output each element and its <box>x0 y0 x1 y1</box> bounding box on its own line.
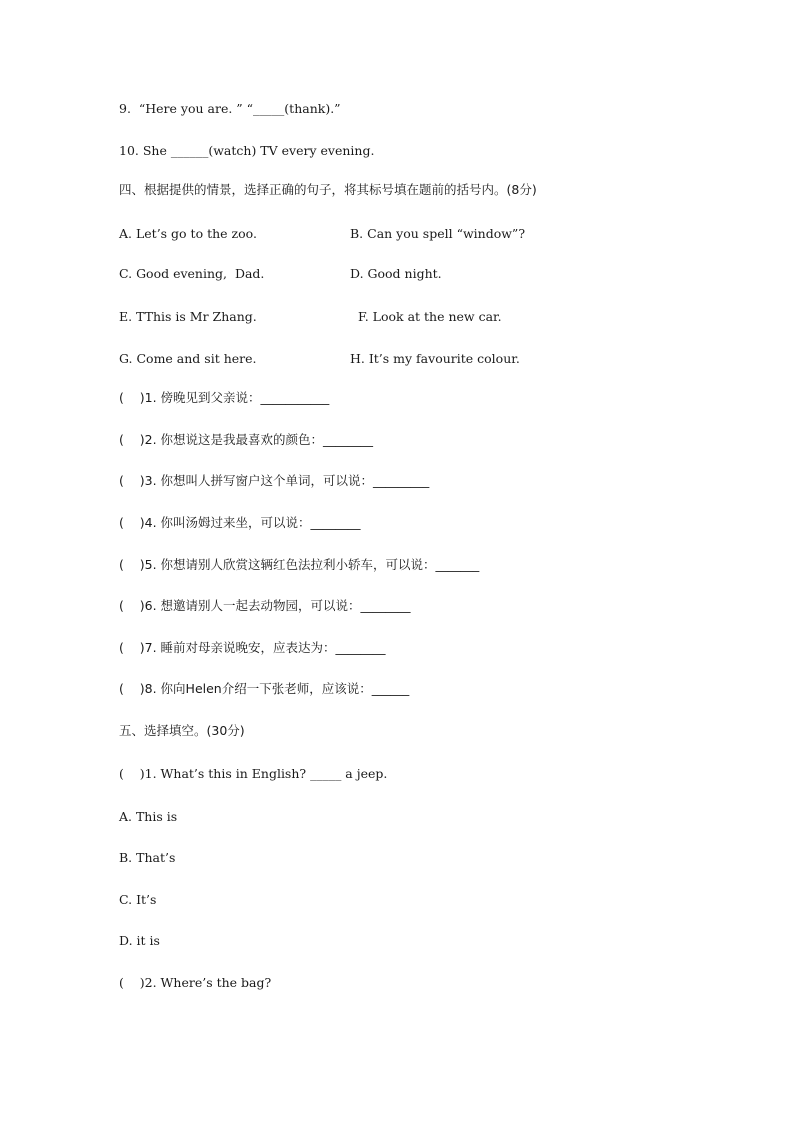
option-f: F. Look at the new car. <box>358 309 502 324</box>
situation-question-2: ( )2. 你想说这是我最喜欢的颜色：________ <box>119 432 374 447</box>
option-a: A. Let’s go to the zoo. <box>119 226 257 241</box>
fill-blank-10: 10. She ______(watch) TV every evening. <box>119 143 375 158</box>
fill-blank-9: 9. “Here you are. ” “_____(thank).” <box>119 101 341 116</box>
option-e: E. TThis is Mr Zhang. <box>119 309 257 324</box>
situation-question-8: ( )8. 你向Helen介绍一下张老师，应该说：______ <box>119 681 410 696</box>
option-g: G. Come and sit here. <box>119 351 257 366</box>
choice-question-1: ( )1. What’s this in English? _____ a jeep. <box>119 766 388 781</box>
situation-question-3: ( )3. 你想叫人拼写窗户这个单词，可以说：_________ <box>119 473 430 488</box>
section-5-title: 五、选择填空。(30分) <box>119 723 245 738</box>
situation-question-1: ( )1. 傍晚见到父亲说：___________ <box>119 390 330 405</box>
section-4-title: 四、根据提供的情景，选择正确的句子，将其标号填在题前的括号内。(8分) <box>119 182 537 197</box>
option-d: D. Good night. <box>350 266 442 281</box>
situation-question-6: ( )6. 想邀请别人一起去动物园，可以说：________ <box>119 598 411 613</box>
choice-option-d: D. it is <box>119 933 160 948</box>
option-h: H. It’s my favourite colour. <box>350 351 520 366</box>
option-b: B. Can you spell “window”? <box>350 226 526 241</box>
choice-option-b: B. That’s <box>119 850 176 865</box>
choice-question-2: ( )2. Where’s the bag? <box>119 975 272 990</box>
situation-question-4: ( )4. 你叫汤姆过来坐，可以说：________ <box>119 515 361 530</box>
situation-question-5: ( )5. 你想请别人欣赏这辆红色法拉利小轿车，可以说：_______ <box>119 557 480 572</box>
option-c: C. Good evening, Dad. <box>119 266 265 281</box>
choice-option-a: A. This is <box>119 809 178 824</box>
choice-option-c: C. It’s <box>119 892 157 907</box>
situation-question-7: ( )7. 睡前对母亲说晚安，应表达为：________ <box>119 640 386 655</box>
